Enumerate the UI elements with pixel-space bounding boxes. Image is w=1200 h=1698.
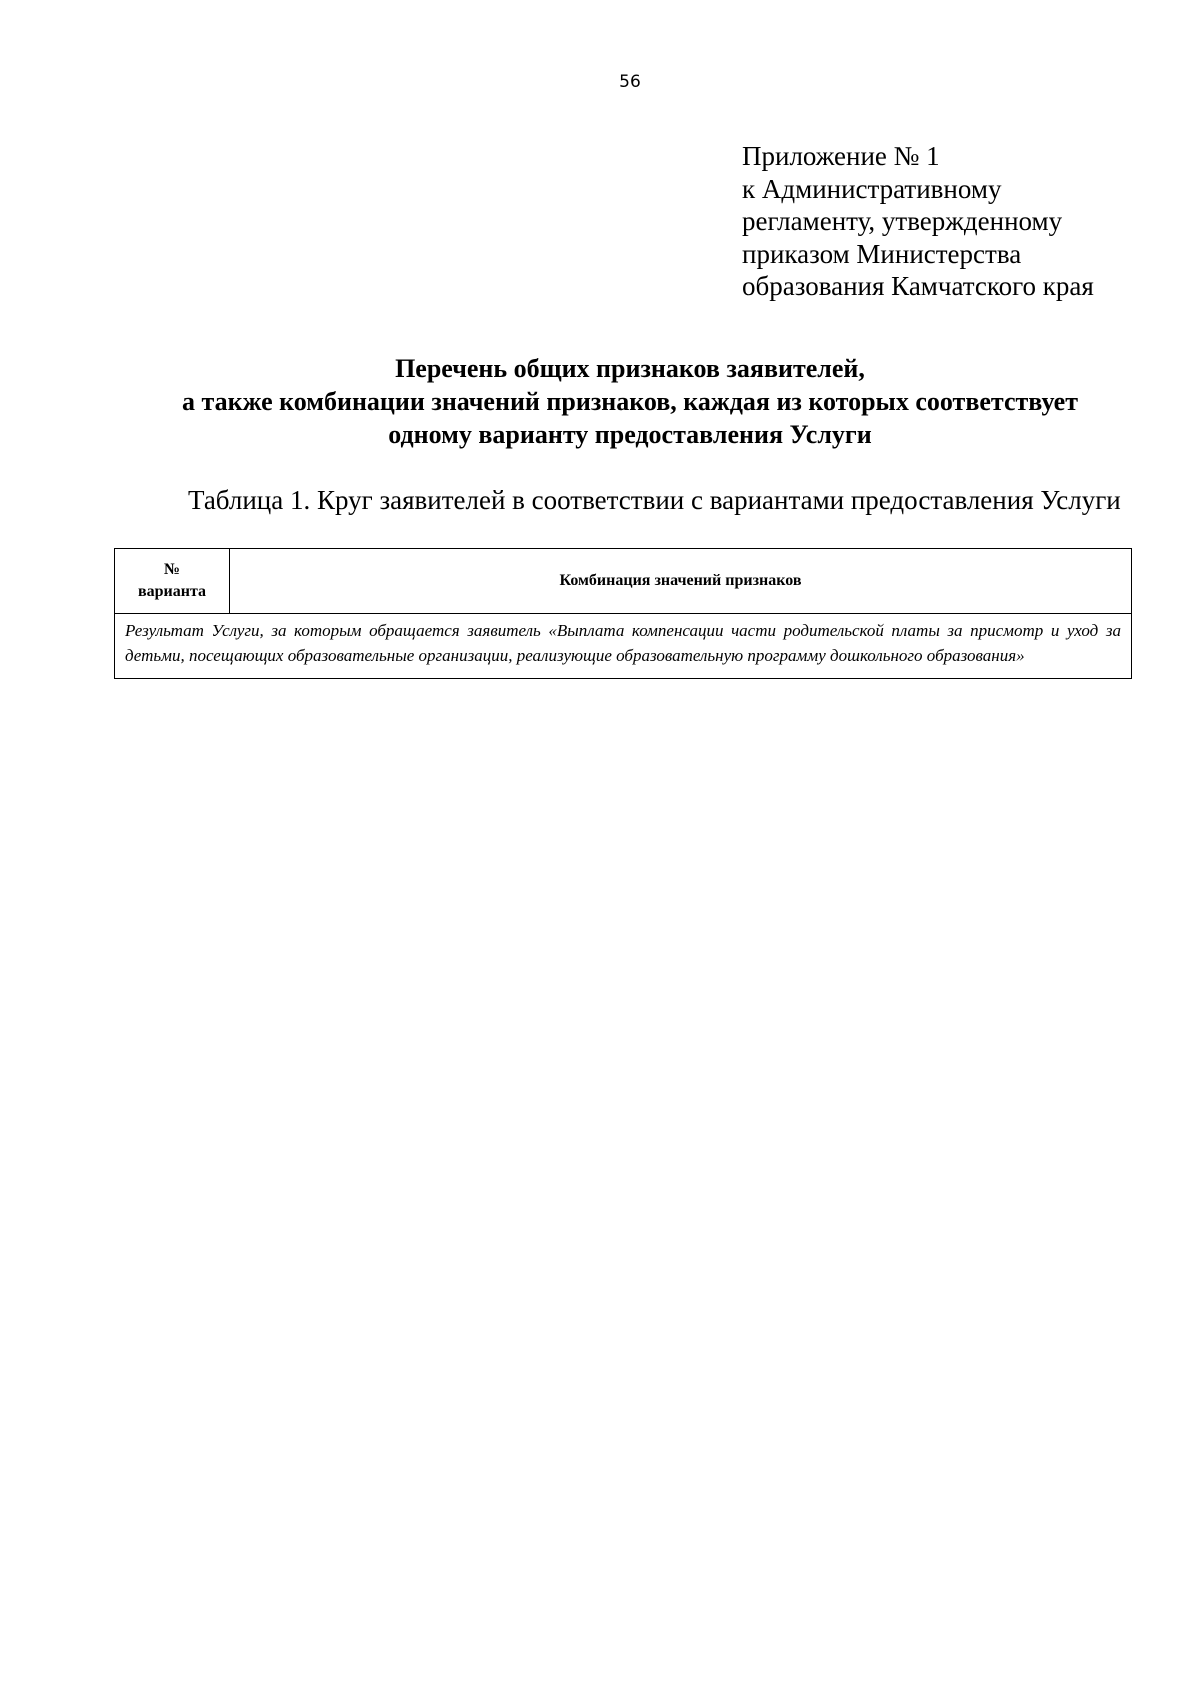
page-number: 56 [619,72,641,92]
appendix-line: к Административному [742,173,1002,204]
table-header-row [115,549,1132,614]
appendix-line: приказом Министерства [742,238,1022,269]
document-title [100,352,1160,451]
header-combination: Комбинация значений признаков [230,549,1132,614]
result-row-cell: Результат Услуги, за которым обращается заявитель «Выплата компенсации части родительской платы за присмотр и уход за детьми, посещающих образовательные организации, реализующие образовательную программу дошкольного образования» [115,614,1132,679]
appendix-line: образования Камчатского края [742,271,1094,301]
table-caption: Таблица 1. Круг заявителей в соответствии с вариантами предоставления Услуги [188,485,1121,515]
title-line: а также комбинации значений признаков, каждая из которых соответствует [182,387,1078,416]
title-line: одному варианту предоставления Услуги [388,420,872,449]
appendix-line: регламенту, утвержденному [742,206,1063,236]
header-num-label: варианта [137,583,207,600]
header-num-symbol: № [163,561,181,578]
appendix-header [742,140,1182,303]
title-line: Перечень общих признаков заявителей, [395,354,865,383]
appendix-line: Приложение № 1 [742,141,940,171]
variants-table [114,548,1132,679]
table-row [115,614,1132,679]
header-variant-number [115,549,230,614]
